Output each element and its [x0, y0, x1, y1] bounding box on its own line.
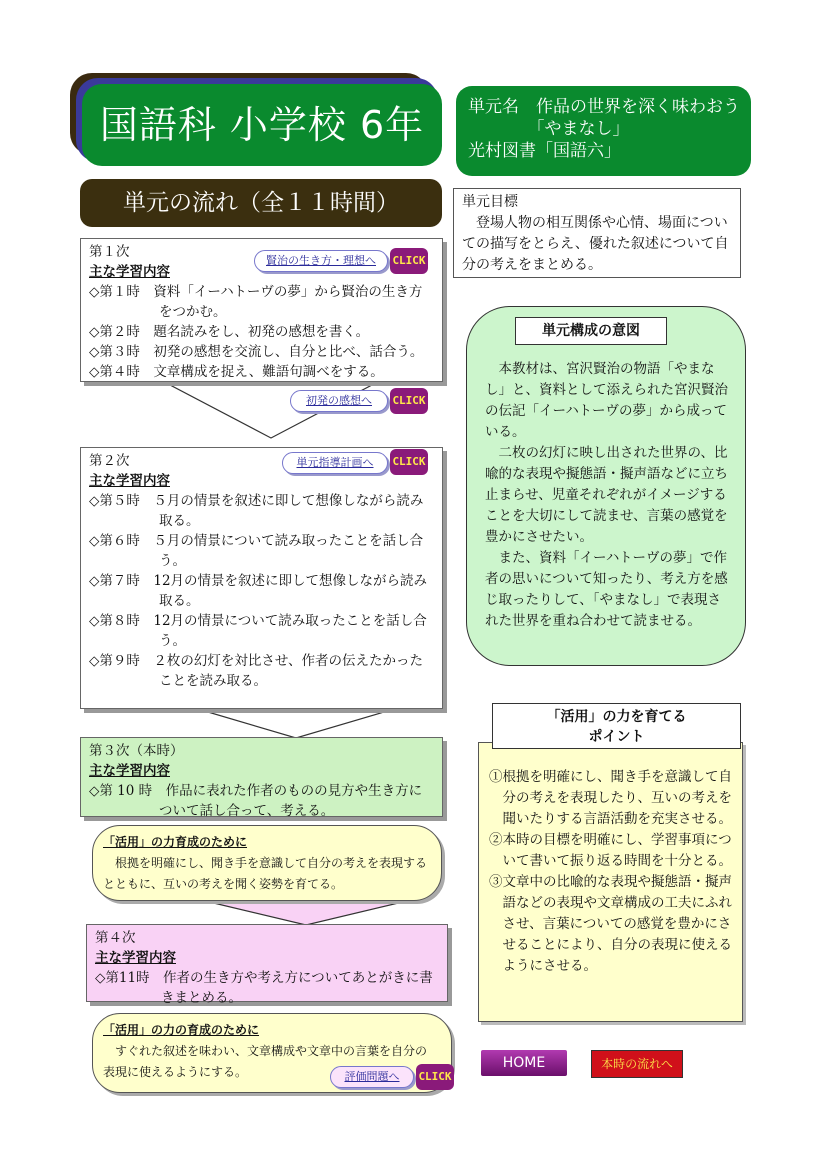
intent-paragraph: 二枚の幻灯に映し出された世界の、比喩的な表現や擬態語・擬声語などに立ち止まらせ、児童それぞれがイメージすることを大切にして読ませ、言葉の感覚を豊かにさせたい。 [485, 445, 728, 545]
phase-1-label: 第１次 [89, 244, 130, 260]
phase-3-label: 第３次（本時） [89, 743, 184, 759]
point-item: ①根拠を明確にし、聞き手を意識して自分の考えを表現したり、互いの考えを聞いたりする言語活動を充実させる。 [489, 769, 732, 827]
points-heading-line-2: ポイント [588, 729, 645, 745]
unit-intent-panel [466, 306, 746, 666]
point-item: ③文章中の比喩的な表現や擬態語・擬声語などの表現や文章構成の工夫にふれさせ、言葉についての感覚を豊かにさせることにより、自分の表現に使えるようにさせる。 [489, 874, 732, 974]
publisher-line: 光村図書「国語六」 [468, 141, 621, 161]
lesson-item: ◇第 10 時 作品に表れた作者のものの見方や生き方について話し合って、考える。 [89, 783, 423, 819]
unit-info-box [456, 86, 751, 176]
phase-4-label: 第４次 [95, 930, 136, 946]
lesson-item: ◇第４時 文章構成を捉え、難語句調べをする。 [89, 364, 384, 380]
home-button[interactable]: HOME [481, 1050, 567, 1076]
arrow-down-3 [200, 899, 412, 927]
click-button[interactable]: CLICK [416, 1064, 454, 1090]
tip-2-text: すぐれた叙述を味わい、文章構成や文章中の言葉を自分の表現に使えるようにする。 [103, 1044, 428, 1079]
phase-2-heading: 主な学習内容 [89, 473, 170, 489]
lesson-item: ◇第１時 資料「イーハトーヴの夢」から賢治の生き方をつかむ。 [89, 284, 423, 320]
tip-1-heading: 「活用」の力育成のために [103, 835, 248, 849]
lesson-flow-button[interactable]: 本時の流れへ [591, 1050, 683, 1078]
phase-3-panel [80, 737, 443, 817]
tip-box-1 [92, 825, 442, 901]
first-impression-link[interactable]: 初発の感想へ [290, 390, 388, 412]
lesson-item: ◇第９時 ２枚の幻灯を対比させ、作者の伝えたかったことを読み取る。 [89, 653, 423, 689]
arrow-down-2 [190, 706, 402, 740]
intent-paragraph: また、資料「イーハトーヴの夢」で作者の思いについて知ったり、考え方を感じ取ったりして、「やまなし」で表現された世界を重ね合わせて読ませる。 [485, 550, 728, 629]
click-button[interactable]: CLICK [390, 449, 428, 475]
unit-title-line: 「やまなし」 [468, 119, 630, 139]
points-heading-line-1: 「活用」の力を育てる [546, 709, 687, 725]
lesson-item: ◇第８時 12月の情景について読み取ったことを話し合う。 [89, 613, 427, 649]
click-button[interactable]: CLICK [390, 248, 428, 274]
goal-label: 単元目標 [462, 194, 518, 210]
kenji-ideal-link[interactable]: 賢治の生き方・理想へ [254, 250, 388, 272]
lesson-item: ◇第５時 ５月の情景を叙述に即して想像しながら読み取る。 [89, 493, 424, 529]
tip-1-text: 根拠を明確にし、聞き手を意識して自分の考えを表現するとともに、互いの考えを聞く姿勢を育てる。 [103, 856, 428, 891]
unit-intent-label: 単元構成の意図 [515, 317, 667, 345]
lesson-item: ◇第２時 題名読みをし、初発の感想を書く。 [89, 324, 370, 340]
page-title: 国語科 小学校 6年 [82, 84, 442, 166]
unit-flow-title: 単元の流れ（全１１時間） [80, 179, 442, 227]
point-item: ②本時の目標を明確にし、学習事項について書いて振り返る時間を十分とる。 [489, 832, 732, 869]
phase-2-panel [80, 447, 443, 709]
phase-4-heading: 主な学習内容 [95, 950, 176, 966]
phase-4-panel [86, 924, 448, 1006]
unit-name-line: 単元名 作品の世界を深く味わおう [468, 97, 740, 117]
lesson-item: ◇第７時 12月の情景を叙述に即して想像しながら読み取る。 [89, 573, 428, 609]
lesson-item: ◇第３時 初発の感想を交流し、自分と比べ、話合う。 [89, 344, 424, 360]
lesson-item: ◇第６時 ５月の情景について読み取ったことを話し合う。 [89, 533, 424, 569]
lesson-item: ◇第11時 作者の生き方や考え方についてあとがきに書きまとめる。 [95, 970, 433, 1006]
phase-2-label: 第２次 [89, 453, 130, 469]
evaluation-link[interactable]: 評価問題へ [330, 1066, 414, 1088]
points-heading [492, 703, 741, 749]
intent-paragraph: 本教材は、宮沢賢治の物語「やまなし」と、資料として添えられた宮沢賢治の伝記「イーハトーヴの夢」から成っている。 [485, 361, 728, 440]
tip-2-heading: 「活用」の力の育成のために [103, 1023, 260, 1037]
unit-plan-link[interactable]: 単元指導計画へ [282, 452, 388, 474]
unit-goal-box [453, 188, 741, 278]
phase-1-heading: 主な学習内容 [89, 264, 170, 280]
phase-3-heading: 主な学習内容 [89, 763, 170, 779]
points-box [478, 742, 743, 1022]
click-button[interactable]: CLICK [390, 388, 428, 414]
goal-text: 登場人物の相互関係や心情、場面についての描写をとらえ、優れた叙述について自分の考えをまとめる。 [462, 215, 729, 273]
